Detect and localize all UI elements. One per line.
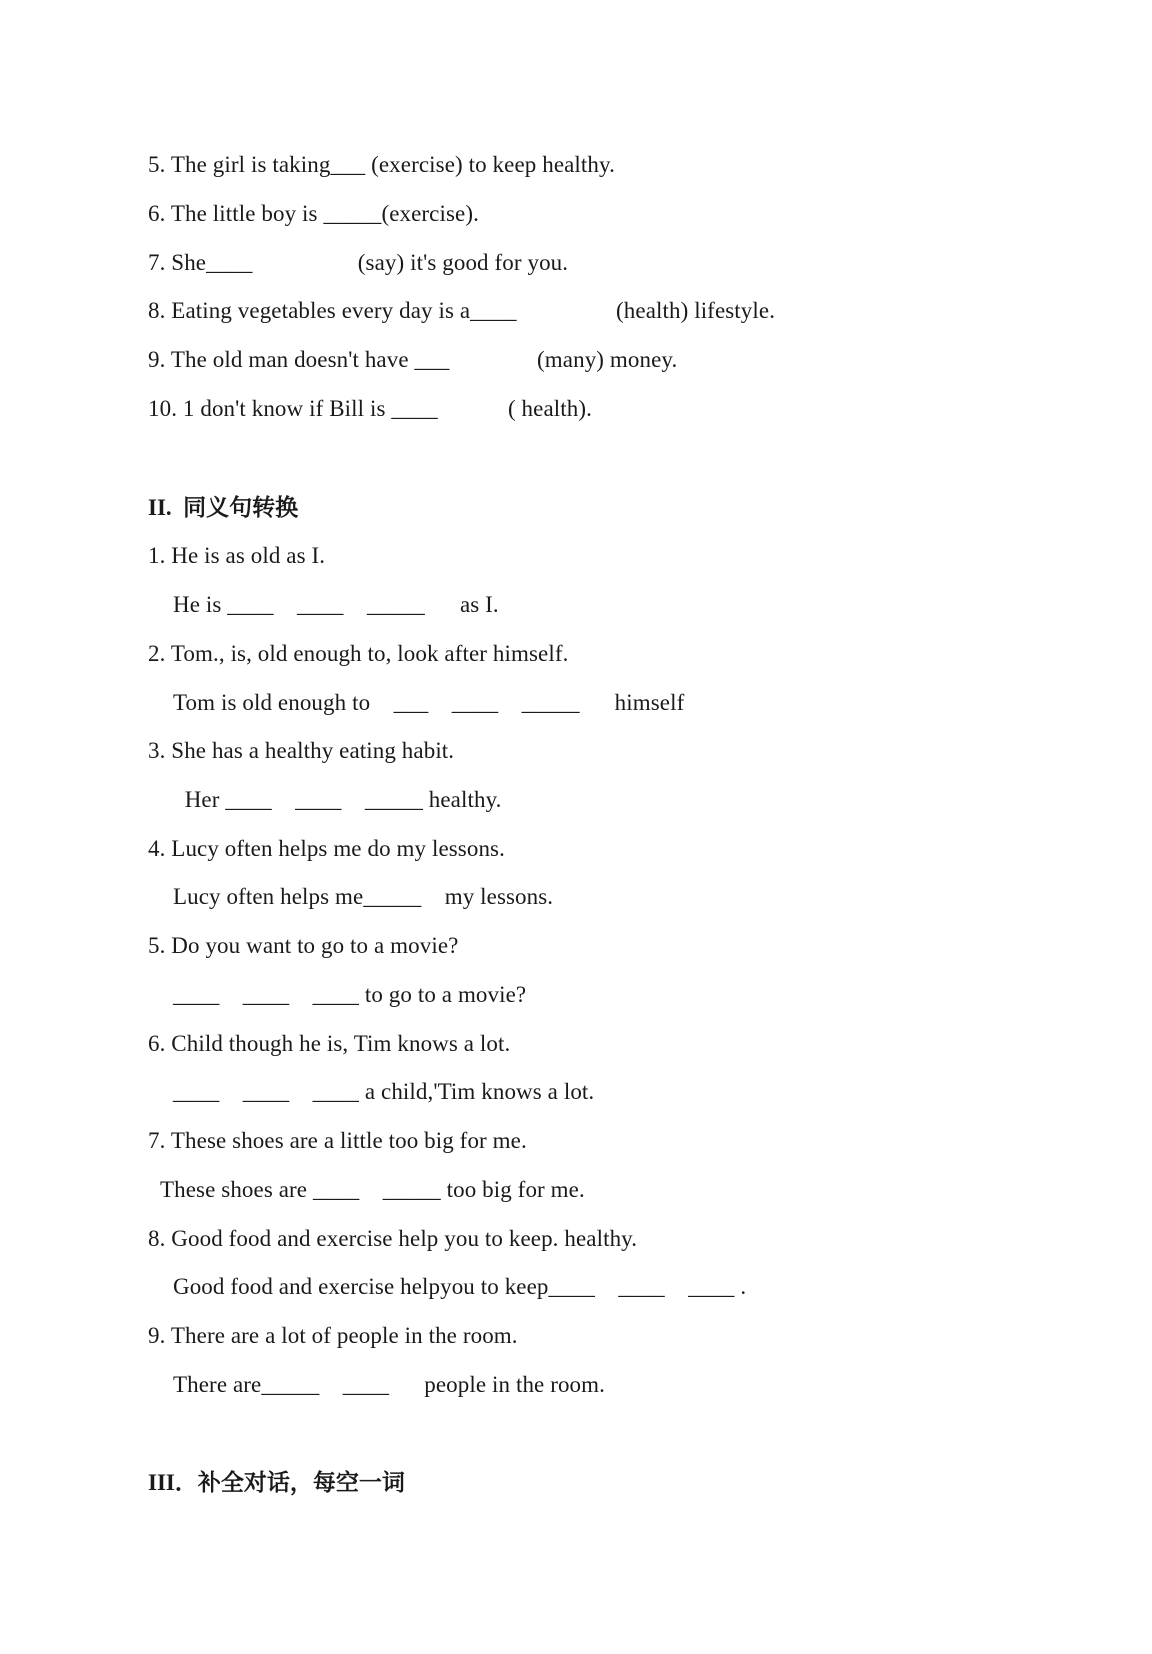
synonym-answer-3: Her ____ ____ _____ healthy. xyxy=(173,787,502,812)
synonym-answer-8: Good food and exercise helpyou to keep____ ____ ____ . xyxy=(173,1274,747,1299)
synonym-question-7: 7. These shoes are a little too big for me. xyxy=(148,1128,527,1153)
synonym-question-2: 2. Tom., is, old enough to, look after himself. xyxy=(148,641,569,666)
exercise-item-9: 9. The old man doesn't have ___ (many) money. xyxy=(148,347,678,372)
synonym-answer-4: Lucy often helps me_____ my lessons. xyxy=(173,884,554,909)
synonym-answer-1: He is ____ ____ _____ as I. xyxy=(173,592,499,617)
exercise-item-6: 6. The little boy is _____(exercise). xyxy=(148,201,479,226)
exercise-item-10: 10. 1 don't know if Bill is ____ ( health). xyxy=(148,396,592,421)
synonym-question-4: 4. Lucy often helps me do my lessons. xyxy=(148,836,505,861)
synonym-question-9: 9. There are a lot of people in the room. xyxy=(148,1323,518,1348)
section-heading-synonym-transformation: II. 同义句转换 xyxy=(148,495,299,520)
synonym-question-5: 5. Do you want to go to a movie? xyxy=(148,933,459,958)
synonym-answer-7: These shoes are ____ _____ too big for me. xyxy=(160,1177,585,1202)
synonym-answer-9: There are_____ ____ people in the room. xyxy=(173,1372,605,1397)
synonym-question-6: 6. Child though he is, Tim knows a lot. xyxy=(148,1031,511,1056)
synonym-answer-2: Tom is old enough to ___ ____ _____ himself xyxy=(173,690,685,715)
exercise-item-7: 7. She____ (say) it's good for you. xyxy=(148,250,569,275)
synonym-question-3: 3. She has a healthy eating habit. xyxy=(148,738,455,763)
synonym-question-1: 1. He is as old as I. xyxy=(148,543,326,568)
synonym-answer-5: ____ ____ ____ to go to a movie? xyxy=(173,982,527,1007)
synonym-answer-6: ____ ____ ____ a child,'Tim knows a lot. xyxy=(173,1079,595,1104)
exercise-item-5: 5. The girl is taking___ (exercise) to keep healthy. xyxy=(148,152,615,177)
exercise-item-8: 8. Eating vegetables every day is a____ (health) lifestyle. xyxy=(148,298,776,323)
section-heading-complete-dialogue: III．补全对话，每空一词 xyxy=(148,1470,405,1495)
synonym-question-8: 8. Good food and exercise help you to keep. healthy. xyxy=(148,1226,638,1251)
